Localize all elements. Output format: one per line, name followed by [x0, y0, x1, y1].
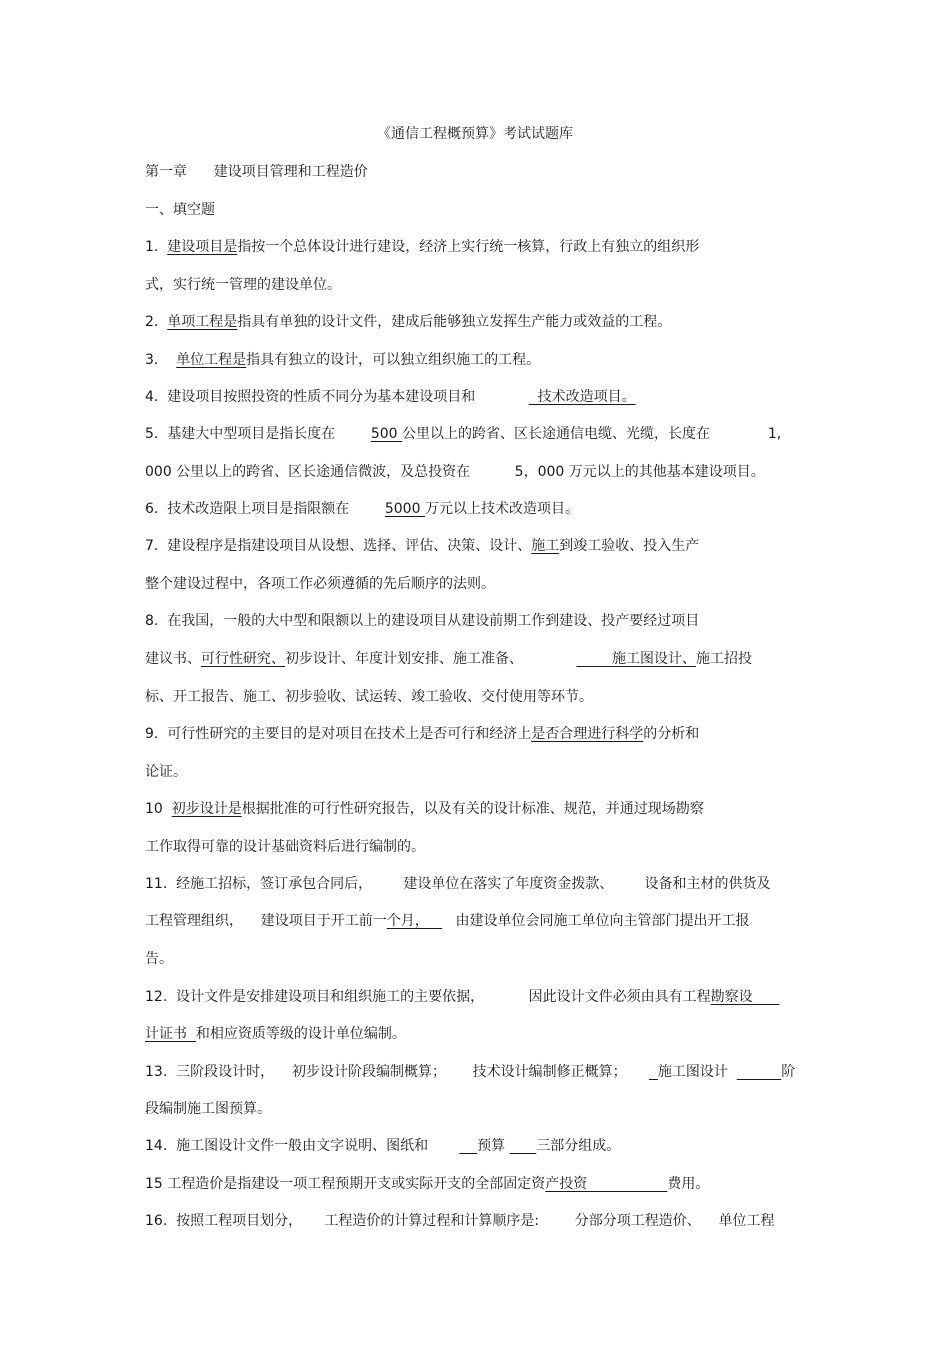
line-text: 1. [145, 239, 168, 255]
answer-text: 初步设计是 [171, 801, 242, 817]
line-text: 3. [145, 352, 177, 368]
answer-text: 施工 [531, 538, 560, 554]
text-line [145, 500, 579, 518]
line-text: 指具有单独的设计文件，建成后能够独立发挥生产能力或效益的工程。 [237, 314, 672, 330]
line-text: 12. 设计文件是安排建设项目和组织施工的主要依据， 因此设计文件必须由具有工程 [145, 989, 711, 1005]
line-text: 16. 按照工程项目划分， 工程造价的计算过程和计算顺序是: 分部分项工程造价、 单位工程 [145, 1213, 775, 1229]
line-text: 三部分组成。 [536, 1138, 621, 1154]
line-text: 的分析和 [643, 726, 700, 742]
line-text: 7. 建设程序是指建设项目从设想、选择、评估、决策、设计、 [145, 538, 532, 554]
answer-text: 建设项目是 [167, 239, 238, 255]
answer-text: 个月， [386, 913, 443, 929]
text-line [145, 950, 173, 968]
text-line [145, 838, 425, 856]
text-line [145, 1212, 775, 1230]
text-line [145, 388, 636, 406]
line-text: 15 工程造价是指建设一项工程预期开支或实际开支的全部固定资 [145, 1176, 546, 1192]
text-line [145, 1063, 795, 1081]
line-text: 建议书、 [145, 651, 201, 667]
line-text: 由建设单位会同施工单位向主管部门提出开工报 [442, 913, 750, 929]
line-text: 工作取得可靠的设计基础资料后进行编制的。 [145, 839, 425, 855]
section-heading: 一、填空题 [145, 202, 215, 218]
line-text: 工程管理组织， 建设项目于开工前一 [145, 913, 387, 929]
line-text: 指具有独立的设计，可以独立组织施工的工程。 [246, 352, 541, 368]
answer-text: 勘察设 [710, 989, 780, 1005]
line-text: 和相应资质等级的设计单位编制。 [195, 1026, 406, 1042]
text-line [145, 238, 699, 256]
text-line [145, 1137, 620, 1155]
answer-text: 5000 [384, 501, 425, 517]
text-line [145, 537, 699, 555]
text-line [145, 988, 779, 1006]
line-text: 11. 经施工招标，签订承包合同后， 建设单位在落实了年度资金拨款、 设备和主材的供货及 [145, 876, 771, 892]
text-line [145, 276, 341, 294]
line-text: 段编制施工图预算。 [145, 1101, 271, 1117]
text-line [145, 912, 750, 930]
text-line [145, 650, 752, 668]
line-text: 式，实行统一管理的建设单位。 [145, 277, 341, 293]
answer-text: 施工图设计、 [576, 651, 697, 667]
text-line [145, 575, 495, 593]
line-text: 指按一个总体设计进行建设，经济上实行统一核算，行政上有独立的组织形 [237, 239, 700, 255]
answer-text: 可行性研究、 [201, 651, 285, 667]
line-text: 到竣工验收、投入生产 [559, 538, 700, 554]
line-text: 公里以上的跨省、区长途通信电缆、光缆，长度在 1, [402, 426, 782, 442]
text-line [145, 725, 699, 743]
line-text: 施工图设计 [657, 1064, 737, 1080]
answer-text: 单位工程是 [176, 352, 247, 368]
answer-text [737, 1064, 782, 1080]
text-line [145, 763, 187, 781]
answer-text: 技术改造项目。 [528, 389, 636, 405]
line-text: 4. 建设项目按照投资的性质不同分为基本建设项目和 [145, 389, 529, 405]
line-text: 阶 [781, 1064, 796, 1080]
line-text: 初步设计、年度计划安排、施工准备、 [285, 651, 577, 667]
answer-text: 单项工程是 [167, 314, 238, 330]
answer-text [510, 1138, 537, 1154]
line-text: 论证。 [145, 764, 187, 780]
line-text: 整个建设过程中，各项工作必须遵循的先后顺序的法则。 [145, 576, 495, 592]
text-line [145, 1025, 406, 1043]
line-text: 施工招投 [696, 651, 753, 667]
answer-text: 500 [370, 426, 403, 442]
document-title: 《通信工程概预算》考试试题库 [377, 126, 573, 142]
text-line [145, 425, 781, 443]
answer-text: 产投资 [545, 1176, 668, 1192]
chapter-heading: 第一章 建设项目管理和工程造价 [145, 164, 368, 180]
line-text: 费用。 [667, 1176, 710, 1192]
text-line [145, 1100, 271, 1118]
text-line [145, 463, 765, 481]
text-line [145, 800, 704, 818]
answer-text [649, 1064, 658, 1080]
line-text: 6. 技术改造限上项目是指限额在 [145, 501, 385, 517]
text-line [145, 351, 540, 369]
text-line [145, 875, 770, 893]
line-text: 10 [145, 801, 172, 817]
line-text: 万元以上技术改造项目。 [424, 501, 579, 517]
line-text: 预算 [477, 1138, 510, 1154]
line-text: 13. 三阶段设计时， 初步设计阶段编制概算； 技术设计编制修正概算； [145, 1064, 649, 1080]
answer-text: 计证书 [145, 1026, 196, 1042]
text-line [145, 1175, 709, 1193]
line-text: 根据批准的可行性研究报告，以及有关的设计标准、规范，并通过现场勘察 [241, 801, 704, 817]
answer-text: 是否合理进行科学 [531, 726, 644, 742]
text-line [145, 612, 699, 630]
line-text: 标、开工报告、施工、初步验收、试运转、竣工验收、交付使用等环节。 [145, 689, 593, 705]
line-text: 告。 [145, 951, 173, 967]
answer-text [459, 1138, 477, 1154]
line-text: 2. [145, 314, 168, 330]
line-text: 8. 在我国，一般的大中型和限额以上的建设项目从建设前期工作到建设、投产要经过项目 [145, 613, 700, 629]
line-text: 5. 基建大中型项目是指长度在 [145, 426, 371, 442]
line-text: 14. 施工图设计文件一般由文字说明、图纸和 [145, 1138, 460, 1154]
text-line [145, 313, 671, 331]
line-text: 9. 可行性研究的主要目的是对项目在技术上是否可行和经济上 [145, 726, 532, 742]
text-line [145, 688, 593, 706]
line-text: 000 公里以上的跨省、区长途通信微波，及总投资在 5，000 万元以上的其他基本建设项目。 [145, 464, 765, 480]
